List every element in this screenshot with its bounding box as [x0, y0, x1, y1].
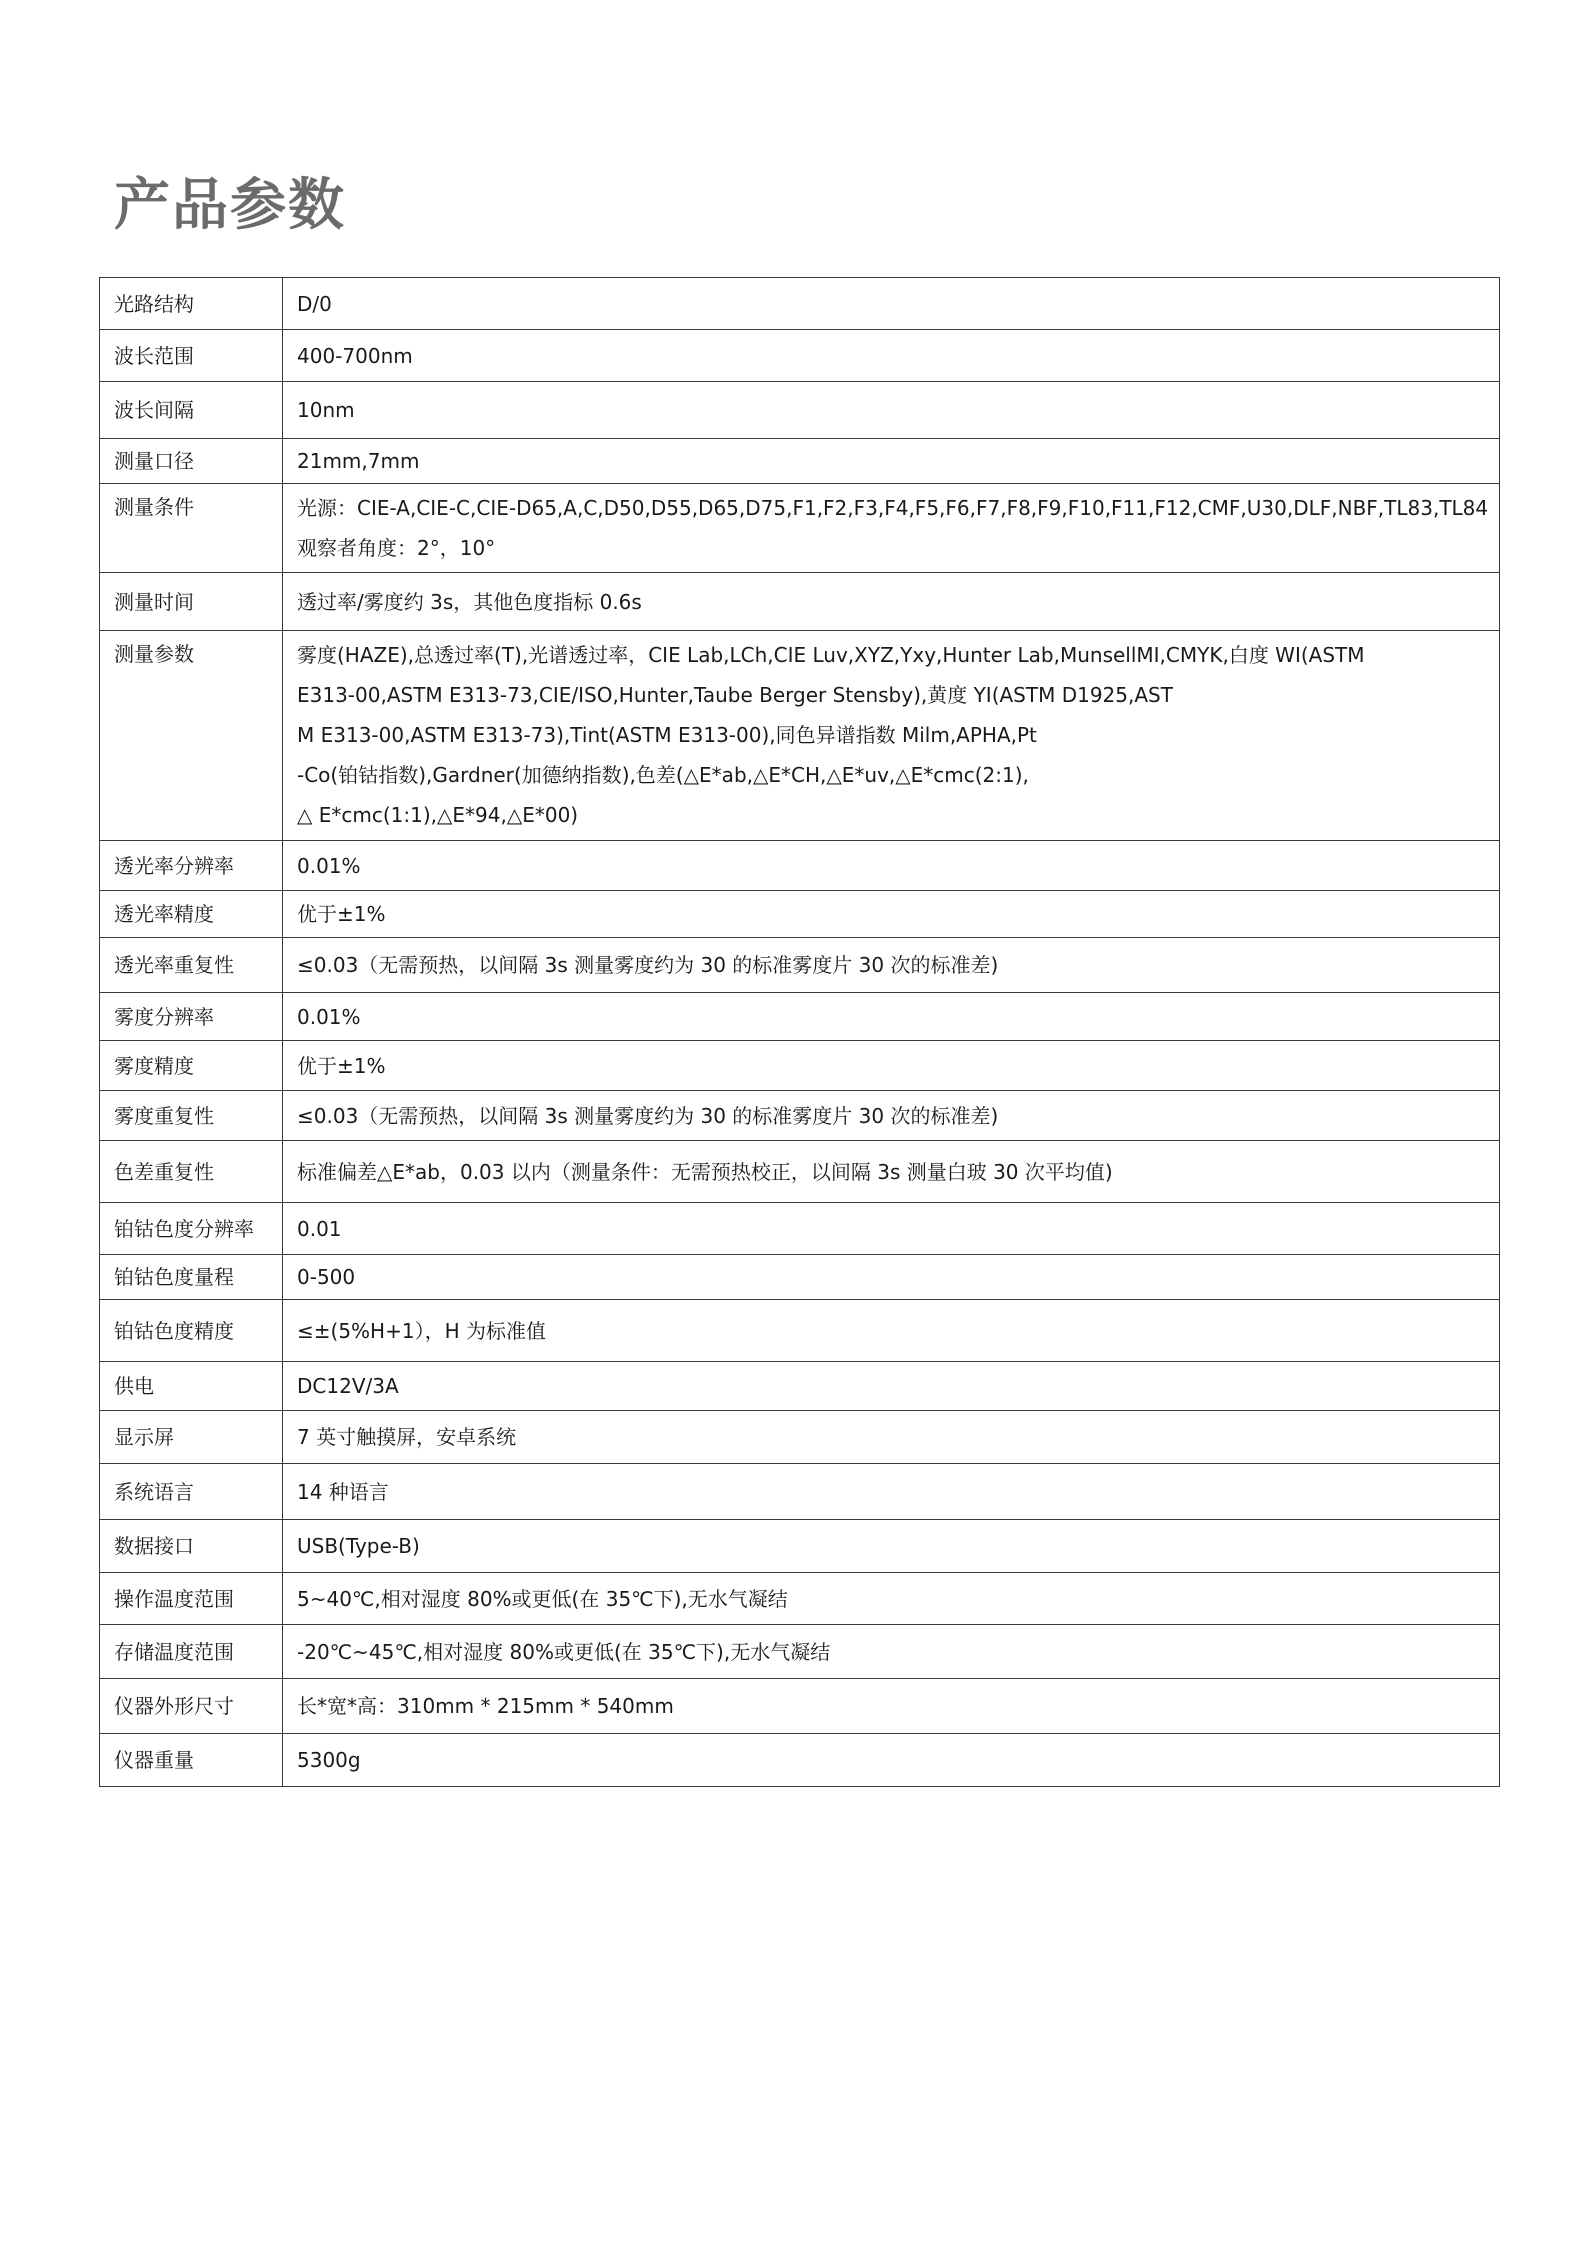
- spec-value: [283, 330, 1500, 382]
- spec-value: [283, 382, 1500, 439]
- spec-value-line: D/0: [297, 291, 332, 316]
- spec-row: [100, 841, 1500, 891]
- spec-value-line: -Co(铂钴指数),Gardner(加德纳指数),色差(△E*ab,△E*CH,△E*uv,△E*cmc(2:1),: [297, 763, 1029, 787]
- spec-label: 测量时间: [100, 573, 283, 631]
- spec-label: 测量口径: [100, 439, 283, 484]
- spec-value: [283, 1625, 1500, 1679]
- spec-value-line: 400-700nm: [297, 343, 413, 368]
- spec-row: [100, 1625, 1500, 1679]
- spec-value-line: -20℃~45℃,相对湿度 80%或更低(在 35℃下),无水气凝结: [297, 1639, 831, 1664]
- spec-row: [100, 1041, 1500, 1091]
- spec-value: [283, 891, 1500, 938]
- spec-table: [99, 277, 1500, 1787]
- spec-value: [283, 484, 1500, 573]
- spec-value: [283, 993, 1500, 1041]
- spec-row: [100, 330, 1500, 382]
- spec-value-line: ≤0.03（无需预热，以间隔 3s 测量雾度约为 30 的标准雾度片 30 次的标准差): [297, 1103, 999, 1128]
- spec-row: [100, 278, 1500, 330]
- spec-label: 透光率分辨率: [100, 841, 283, 891]
- spec-value: [283, 1141, 1500, 1203]
- spec-value: [283, 938, 1500, 993]
- spec-value: [283, 1573, 1500, 1625]
- spec-value-line: 0.01%: [297, 1004, 361, 1029]
- spec-row: [100, 1362, 1500, 1411]
- spec-value-line: 0.01%: [297, 853, 361, 878]
- spec-label: 测量参数: [100, 631, 283, 841]
- spec-row: [100, 1255, 1500, 1300]
- spec-value-line: USB(Type-B): [297, 1534, 420, 1558]
- spec-label: 透光率精度: [100, 891, 283, 938]
- spec-value: [283, 1362, 1500, 1411]
- spec-row: [100, 484, 1500, 573]
- spec-row: [100, 573, 1500, 631]
- spec-label: 铂钴色度精度: [100, 1300, 283, 1362]
- spec-value: [283, 573, 1500, 631]
- spec-value: [283, 1464, 1500, 1520]
- spec-row: [100, 1464, 1500, 1520]
- spec-row: [100, 1573, 1500, 1625]
- spec-value-line: 0-500: [297, 1265, 356, 1289]
- spec-value: [283, 1520, 1500, 1573]
- spec-label: 波长间隔: [100, 382, 283, 439]
- spec-label: 系统语言: [100, 1464, 283, 1520]
- spec-value: [283, 1041, 1500, 1091]
- spec-label: 仪器外形尺寸: [100, 1679, 283, 1734]
- spec-value-line: △ E*cmc(1:1),△E*94,△E*00): [297, 803, 579, 827]
- spec-row: [100, 1300, 1500, 1362]
- spec-value-line: M E313-00,ASTM E313-73),Tint(ASTM E313-00),同色异谱指数 Milm,APHA,Pt: [297, 723, 1037, 747]
- spec-value-line: 7 英寸触摸屏，安卓系统: [297, 1425, 517, 1449]
- spec-value: [283, 631, 1500, 841]
- spec-value-line: 21mm,7mm: [297, 449, 420, 473]
- page-title: 产品参数: [114, 173, 346, 238]
- spec-label: 铂钴色度量程: [100, 1255, 283, 1300]
- spec-row: [100, 891, 1500, 938]
- spec-row: [100, 1203, 1500, 1255]
- spec-row: [100, 382, 1500, 439]
- spec-label: 操作温度范围: [100, 1573, 283, 1625]
- spec-label: 雾度精度: [100, 1041, 283, 1091]
- spec-value: [283, 1091, 1500, 1141]
- spec-value-line: 10nm: [297, 398, 355, 422]
- spec-row: [100, 1091, 1500, 1141]
- spec-label: 测量条件: [100, 484, 283, 573]
- spec-value-line: ≤0.03（无需预热，以间隔 3s 测量雾度约为 30 的标准雾度片 30 次的标准差): [297, 953, 999, 977]
- spec-row: [100, 1141, 1500, 1203]
- spec-row: [100, 1520, 1500, 1573]
- spec-label: 数据接口: [100, 1520, 283, 1573]
- spec-label: 铂钴色度分辨率: [100, 1203, 283, 1255]
- spec-value-line: 标准偏差△E*ab，0.03 以内（测量条件：无需预热校正，以间隔 3s 测量白玻 30 次平均值): [297, 1159, 1113, 1184]
- spec-label: 供电: [100, 1362, 283, 1411]
- spec-value: [283, 1203, 1500, 1255]
- spec-value-line: 雾度(HAZE),总透过率(T),光谱透过率，CIE Lab,LCh,CIE Luv,XYZ,Yxy,Hunter Lab,MunsellMI,CMYK,白度 WI(ASTM: [297, 643, 1365, 667]
- spec-value-line: E313-00,ASTM E313-73,CIE/ISO,Hunter,Taube Berger Stensby),黄度 YI(ASTM D1925,AST: [297, 683, 1173, 707]
- spec-table-body: [100, 278, 1500, 1787]
- spec-row: [100, 1679, 1500, 1734]
- spec-row: [100, 993, 1500, 1041]
- spec-value: [283, 439, 1500, 484]
- spec-value-line: 5~40℃,相对湿度 80%或更低(在 35℃下),无水气凝结: [297, 1586, 788, 1611]
- spec-value: [283, 1734, 1500, 1787]
- spec-label: 光路结构: [100, 278, 283, 330]
- spec-label: 存储温度范围: [100, 1625, 283, 1679]
- spec-row: [100, 1734, 1500, 1787]
- spec-value-line: 0.01: [297, 1216, 342, 1241]
- spec-value-line: 优于±1%: [297, 1053, 386, 1078]
- spec-label: 透光率重复性: [100, 938, 283, 993]
- spec-value-line: ≤±(5%H+1），H 为标准值: [297, 1318, 546, 1343]
- spec-value: [283, 1255, 1500, 1300]
- spec-value: [283, 278, 1500, 330]
- spec-value: [283, 1300, 1500, 1362]
- spec-row: [100, 631, 1500, 841]
- spec-value-line: 优于±1%: [297, 902, 386, 926]
- spec-label: 波长范围: [100, 330, 283, 382]
- spec-value-line: 光源：CIE-A,CIE-C,CIE-D65,A,C,D50,D55,D65,D75,F1,F2,F3,F4,F5,F6,F7,F8,F9,F10,F11,F12,CMF,U30,DLF,NBF,TL83,TL84: [297, 496, 1489, 520]
- spec-value-line: 透过率/雾度约 3s，其他色度指标 0.6s: [297, 589, 642, 614]
- spec-row: [100, 938, 1500, 993]
- spec-label: 雾度重复性: [100, 1091, 283, 1141]
- spec-value-line: DC12V/3A: [297, 1374, 399, 1398]
- spec-row: [100, 439, 1500, 484]
- spec-value: [283, 841, 1500, 891]
- spec-label: 雾度分辨率: [100, 993, 283, 1041]
- spec-value-line: 观察者角度：2°，10°: [297, 536, 496, 560]
- spec-label: 色差重复性: [100, 1141, 283, 1203]
- spec-label: 仪器重量: [100, 1734, 283, 1787]
- spec-value-line: 长*宽*高：310mm * 215mm * 540mm: [297, 1694, 674, 1718]
- spec-row: [100, 1411, 1500, 1464]
- spec-value: [283, 1679, 1500, 1734]
- spec-value: [283, 1411, 1500, 1464]
- spec-value-line: 14 种语言: [297, 1479, 389, 1504]
- spec-label: 显示屏: [100, 1411, 283, 1464]
- spec-value-line: 5300g: [297, 1748, 361, 1772]
